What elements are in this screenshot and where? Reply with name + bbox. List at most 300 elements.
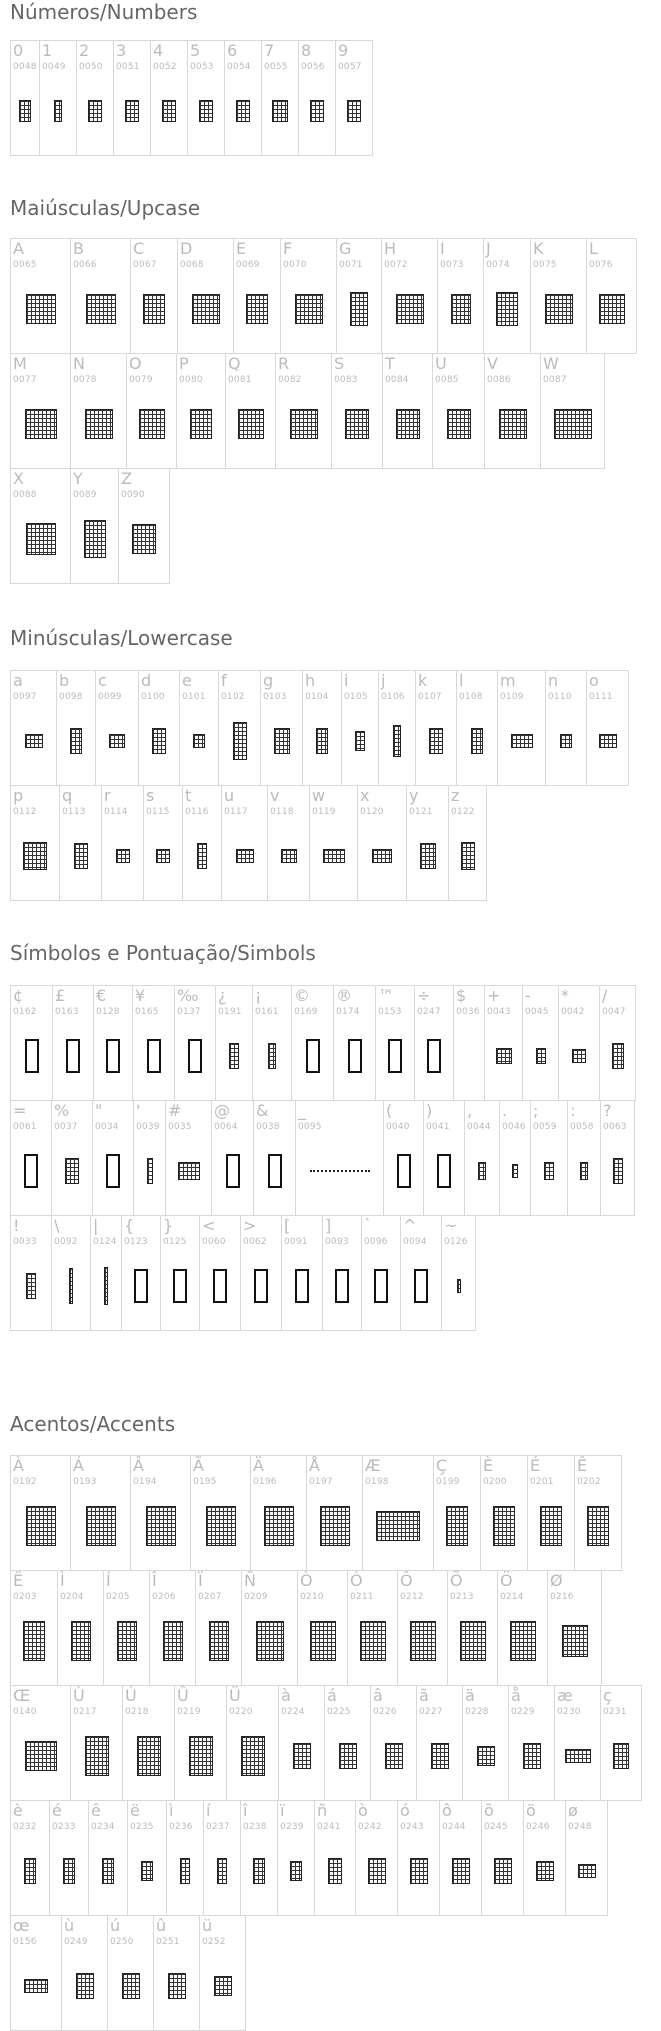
glyph-pixel-grid: [510, 1621, 536, 1661]
glyph-pixel-grid: [88, 100, 102, 122]
glyph-cell: [199, 1215, 241, 1331]
glyph-pixel-grid: [137, 1736, 161, 1776]
glyph-code-label: 0040: [386, 1122, 410, 1132]
glyph-character-label: I: [440, 239, 445, 258]
glyph-pixel-grid: [355, 731, 365, 751]
glyph-character-label: $: [456, 986, 467, 1005]
glyph-code-label: 0067: [133, 260, 157, 270]
missing-glyph-box: [437, 1154, 451, 1188]
glyph-cell: [341, 670, 379, 786]
glyph-character-label: ¥: [135, 986, 146, 1005]
glyph-character-label: q: [62, 786, 73, 805]
glyph-pixel-grid: [125, 100, 139, 122]
glyph-cell: [10, 1685, 71, 1801]
glyph-pixel-grid: [320, 1506, 350, 1546]
glyph-character-label: /: [602, 986, 608, 1005]
glyph-cell: [70, 353, 127, 469]
glyph-code-label: 0207: [198, 1592, 222, 1602]
glyph-character-label: ú: [110, 1916, 121, 1935]
glyph-pixel-grid: [268, 1043, 276, 1069]
glyph-pixel-grid: [420, 843, 436, 869]
glyph-cell: [260, 670, 303, 786]
glyph-pixel-grid: [23, 1621, 45, 1661]
glyph-code-label: 0125: [163, 1237, 187, 1247]
glyph-code-label: 0057: [338, 62, 362, 72]
glyph-code-label: 0194: [133, 1477, 157, 1487]
glyph-character-label: U: [435, 354, 447, 373]
glyph-pixel-grid: [447, 409, 471, 439]
glyph-code-label: 0045: [525, 1007, 549, 1017]
glyph-character-label: ]: [325, 1216, 332, 1235]
glyph-code-label: 0198: [365, 1477, 389, 1487]
glyph-cell: [10, 40, 40, 156]
glyph-cell: [406, 785, 449, 901]
glyph-pixel-grid: [163, 1621, 183, 1661]
glyph-code-label: 0235: [130, 1822, 154, 1832]
glyph-character-label: Ã: [193, 1456, 204, 1475]
glyph-character-label: Î: [152, 1571, 157, 1590]
glyph-code-label: 0202: [577, 1477, 601, 1487]
glyph-code-label: 0193: [73, 1477, 97, 1487]
glyph-character-label: Ë: [13, 1571, 24, 1590]
glyph-code-label: 0097: [13, 692, 37, 702]
glyph-pixel-grid: [460, 1621, 486, 1661]
glyph-character-label: d: [141, 671, 152, 690]
glyph-pixel-grid: [451, 294, 471, 324]
glyph-pixel-grid: [241, 1736, 265, 1776]
glyph-pixel-grid: [396, 409, 420, 439]
glyph-pixel-grid: [511, 734, 533, 748]
glyph-grid-upcase: [10, 238, 650, 583]
glyph-cell: [49, 1800, 89, 1916]
glyph-cell: [122, 1685, 175, 1801]
glyph-pixel-grid: [214, 1976, 232, 1996]
glyph-character-label: Ñ: [244, 1571, 256, 1590]
glyph-code-label: 0095: [298, 1122, 322, 1132]
glyph-character-label: s: [146, 786, 155, 805]
glyph-code-label: 0059: [533, 1122, 557, 1132]
glyph-character-label: o: [589, 671, 599, 690]
glyph-pixel-grid: [147, 1158, 153, 1184]
glyph-character-label: ô: [442, 1801, 452, 1820]
glyph-cell: [335, 40, 373, 156]
glyph-code-label: 0114: [104, 807, 128, 817]
glyph-character-label: N: [73, 354, 85, 373]
glyph-character-label: û: [156, 1916, 167, 1935]
glyph-character-label: ~: [444, 1216, 458, 1235]
glyph-cell: [439, 1800, 482, 1916]
glyph-code-label: 0093: [325, 1237, 349, 1247]
glyph-pixel-grid: [536, 1861, 554, 1881]
glyph-code-label: 0068: [180, 260, 204, 270]
glyph-character-label: Ù: [73, 1686, 85, 1705]
glyph-character-label: æ: [557, 1686, 573, 1705]
glyph-cell: [397, 1800, 440, 1916]
glyph-character-label: C: [133, 239, 145, 258]
glyph-code-label: 0119: [312, 807, 336, 817]
glyph-code-label: 0080: [179, 375, 203, 385]
glyph-character-label: Æ: [365, 1456, 381, 1475]
glyph-pixel-grid: [554, 409, 592, 439]
glyph-code-label: 0036: [456, 1007, 480, 1017]
glyph-pixel-grid: [477, 1746, 495, 1766]
glyph-character-label: z: [451, 786, 460, 805]
glyph-code-label: 0081: [228, 375, 252, 385]
glyph-cell: [199, 1915, 246, 2031]
glyph-code-label: 0217: [73, 1707, 97, 1717]
missing-glyph-box: [414, 1269, 428, 1303]
glyph-code-label: 0105: [344, 692, 368, 702]
glyph-character-label: ^: [403, 1216, 417, 1235]
glyph-cell: [127, 1800, 167, 1916]
glyph-cell: [355, 1800, 398, 1916]
glyph-code-label: 0234: [91, 1822, 115, 1832]
glyph-cell: [508, 1685, 555, 1801]
glyph-character-label: {: [124, 1216, 135, 1235]
glyph-pixel-grid: [146, 1506, 176, 1546]
glyph-character-label: V: [487, 354, 498, 373]
glyph-pixel-grid: [85, 1736, 109, 1776]
glyph-character-label: à: [281, 1686, 291, 1705]
glyph-cell: [441, 1215, 476, 1331]
glyph-cell: [357, 785, 407, 901]
glyph-pixel-grid: [162, 100, 176, 122]
glyph-character-label: &: [256, 1101, 269, 1120]
glyph-code-label: 0140: [13, 1707, 37, 1717]
glyph-cell: [567, 1100, 601, 1216]
glyph-code-label: 0122: [451, 807, 475, 817]
glyph-code-label: 0038: [256, 1122, 280, 1132]
glyph-pixel-grid: [536, 1048, 546, 1064]
glyph-cell: [107, 1915, 154, 2031]
glyph-cell: [92, 1100, 134, 1216]
glyph-code-label: 0055: [264, 62, 288, 72]
glyph-code-label: 0218: [125, 1707, 149, 1717]
glyph-pixel-grid: [65, 1158, 79, 1184]
glyph-code-label: 0204: [60, 1592, 84, 1602]
glyph-cell: [130, 1455, 191, 1571]
glyph-character-label: !: [13, 1216, 20, 1235]
glyph-character-label: Ö: [500, 1571, 513, 1590]
glyph-pixel-grid: [25, 409, 57, 439]
glyph-code-label: 0050: [79, 62, 103, 72]
glyph-code-label: 0213: [450, 1592, 474, 1602]
glyph-character-label: G: [339, 239, 352, 258]
section-title-numbers: Números/Numbers: [10, 0, 198, 24]
missing-glyph-box: [106, 1154, 120, 1188]
glyph-code-label: 0237: [206, 1822, 230, 1832]
glyph-character-label: [: [284, 1216, 291, 1235]
glyph-pixel-grid: [74, 843, 88, 869]
glyph-cell: [138, 670, 180, 786]
glyph-character-label: é: [52, 1801, 62, 1820]
glyph-code-label: 0231: [603, 1707, 627, 1717]
glyph-pixel-grid: [290, 409, 318, 439]
glyph-pixel-grid: [86, 1506, 116, 1546]
glyph-character-label: ¿: [218, 986, 227, 1005]
glyph-code-label: 0083: [334, 375, 358, 385]
glyph-code-label: 0086: [487, 375, 511, 385]
glyph-grid-accents: [10, 1455, 650, 2030]
glyph-cell: [118, 468, 170, 584]
glyph-grid-symbols: [10, 985, 650, 1330]
glyph-code-label: 0233: [52, 1822, 76, 1832]
glyph-character-label: g: [263, 671, 274, 690]
glyph-pixel-grid: [25, 734, 43, 748]
glyph-character-label: ò: [358, 1801, 368, 1820]
glyph-cell: [10, 1570, 58, 1686]
glyph-code-label: 0225: [327, 1707, 351, 1717]
glyph-pixel-grid: [512, 1164, 518, 1178]
glyph-pixel-grid: [26, 523, 56, 555]
glyph-cell: [10, 985, 53, 1101]
glyph-pixel-grid: [295, 294, 323, 324]
glyph-cell: [361, 1215, 401, 1331]
glyph-code-label: 0073: [440, 260, 464, 270]
glyph-cell: [565, 1800, 608, 1916]
glyph-cell: [57, 1570, 104, 1686]
glyph-pixel-grid: [372, 849, 392, 863]
glyph-code-label: 0112: [13, 807, 37, 817]
glyph-pixel-grid: [152, 728, 166, 754]
glyph-code-label: 0058: [570, 1122, 594, 1132]
glyph-pixel-grid: [24, 1979, 48, 1993]
glyph-pixel-grid: [233, 722, 247, 760]
glyph-pixel-grid: [70, 728, 82, 754]
glyph-cell: [499, 1100, 531, 1216]
glyph-character-label: *: [561, 986, 569, 1005]
glyph-code-label: 0191: [218, 1007, 242, 1017]
glyph-character-label: O: [129, 354, 142, 373]
glyph-pixel-grid: [612, 1043, 624, 1069]
glyph-cell: [224, 40, 262, 156]
glyph-character-label: p: [13, 786, 24, 805]
glyph-pixel-grid: [562, 1625, 588, 1657]
glyph-character-label: }: [163, 1216, 174, 1235]
glyph-cell: [101, 785, 144, 901]
glyph-character-label: 2: [79, 41, 90, 60]
glyph-cell: [586, 238, 637, 354]
glyph-code-label: 0072: [384, 260, 408, 270]
glyph-code-label: 0115: [146, 807, 170, 817]
glyph-cell: [295, 1100, 384, 1216]
glyph-cell: [481, 1800, 524, 1916]
glyph-code-label: 0074: [486, 260, 510, 270]
glyph-cell: [195, 1570, 242, 1686]
glyph-pixel-grid: [26, 294, 56, 324]
glyph-character-label: Á: [73, 1456, 84, 1475]
missing-glyph-box: [348, 1039, 362, 1073]
glyph-character-label: Û: [177, 1686, 189, 1705]
glyph-code-label: 0153: [378, 1007, 402, 1017]
glyph-pixel-grid: [496, 292, 518, 326]
glyph-code-label: 0108: [459, 692, 483, 702]
glyph-pixel-grid: [197, 843, 207, 869]
glyph-pixel-grid: [217, 1858, 227, 1884]
glyph-code-label: 0241: [317, 1822, 341, 1832]
glyph-code-label: 0077: [13, 375, 37, 385]
glyph-code-label: 0049: [42, 62, 66, 72]
glyph-character-label: ì: [169, 1801, 174, 1820]
glyph-code-label: 0098: [59, 692, 83, 702]
glyph-character-label: `: [364, 1216, 372, 1235]
glyph-cell: [448, 785, 487, 901]
glyph-code-label: 0101: [182, 692, 206, 702]
glyph-code-label: 0200: [483, 1477, 507, 1487]
glyph-cell: [52, 985, 94, 1101]
glyph-character-label: í: [206, 1801, 211, 1820]
glyph-pixel-grid: [599, 734, 617, 748]
glyph-pixel-grid: [189, 1736, 213, 1776]
glyph-code-label: 0094: [403, 1237, 427, 1247]
glyph-pixel-grid: [310, 1621, 336, 1661]
glyph-character-label: ®: [336, 986, 352, 1005]
glyph-cell: [397, 1570, 448, 1686]
glyph-code-label: 0117: [224, 807, 248, 817]
glyph-cell: [522, 985, 559, 1101]
glyph-code-label: 0174: [336, 1007, 360, 1017]
glyph-pixel-grid: [63, 1858, 75, 1884]
glyph-character-label: È: [483, 1456, 494, 1475]
glyph-code-label: 0070: [283, 260, 307, 270]
glyph-cell: [574, 1455, 622, 1571]
glyph-cell: [400, 1215, 442, 1331]
glyph-pixel-grid: [141, 1861, 153, 1881]
glyph-character-label: ‰: [177, 986, 199, 1005]
glyph-cell: [277, 1800, 315, 1916]
glyph-code-label: 0033: [13, 1237, 37, 1247]
glyph-cell: [130, 238, 178, 354]
glyph-cell: [261, 40, 299, 156]
glyph-character-label: 4: [153, 41, 164, 60]
glyph-code-label: 0107: [418, 692, 442, 702]
glyph-cell: [416, 1685, 463, 1801]
glyph-code-label: 0079: [129, 375, 153, 385]
glyph-character-label: k: [418, 671, 428, 690]
glyph-pixel-grid: [290, 1861, 302, 1881]
glyph-pixel-grid: [446, 1506, 468, 1546]
glyph-cell: [362, 1455, 434, 1571]
glyph-cell: [10, 670, 57, 786]
glyph-character-label: \: [54, 1216, 60, 1235]
glyph-code-label: 0196: [253, 1477, 277, 1487]
glyph-pixel-grid: [599, 294, 625, 324]
glyph-code-label: 0137: [177, 1007, 201, 1017]
glyph-character-label: 3: [116, 41, 127, 60]
glyph-code-label: 0066: [73, 260, 97, 270]
glyph-code-label: 0232: [13, 1822, 37, 1832]
glyph-code-label: 0238: [243, 1822, 267, 1832]
glyph-code-label: 0239: [280, 1822, 304, 1832]
glyph-character-label: T: [385, 354, 395, 373]
glyph-character-label: Å: [309, 1456, 320, 1475]
glyph-character-label: Í: [106, 1571, 111, 1590]
glyph-character-label: ö: [526, 1801, 536, 1820]
glyph-pixel-grid: [238, 409, 264, 439]
glyph-pixel-grid: [85, 409, 113, 439]
glyph-pixel-grid: [209, 1621, 229, 1661]
glyph-code-label: 0121: [409, 807, 433, 817]
glyph-code-label: 0243: [400, 1822, 424, 1832]
glyph-cell: [90, 1215, 122, 1331]
glyph-character-label: X: [13, 469, 24, 488]
glyph-character-label: ê: [91, 1801, 101, 1820]
glyph-pixel-grid: [410, 1621, 436, 1661]
glyph-cell: [160, 1215, 200, 1331]
glyph-pixel-grid: [544, 1162, 554, 1180]
glyph-cell: [275, 353, 332, 469]
glyph-cell: [527, 1455, 575, 1571]
glyph-code-label: 0224: [281, 1707, 305, 1717]
glyph-pixel-grid: [429, 728, 443, 754]
glyph-pixel-grid: [350, 292, 368, 326]
missing-glyph-box: [268, 1154, 282, 1188]
glyph-code-label: 0062: [243, 1237, 267, 1247]
glyph-cell: [497, 670, 546, 786]
glyph-pixel-grid: [109, 734, 125, 748]
glyph-code-label: 0162: [13, 1007, 37, 1017]
glyph-code-label: 0216: [550, 1592, 574, 1602]
glyph-cell: [103, 1570, 150, 1686]
glyph-code-label: 0242: [358, 1822, 382, 1832]
glyph-character-label: â: [373, 1686, 383, 1705]
glyph-pixel-grid: [192, 294, 220, 324]
section-title-upcase: Maiúsculas/Upcase: [10, 196, 201, 220]
glyph-code-label: 0035: [168, 1122, 192, 1132]
glyph-pixel-grid: [143, 294, 165, 324]
glyph-code-label: 0082: [278, 375, 302, 385]
glyph-pixel-grid: [190, 409, 212, 439]
missing-glyph-box: [134, 1269, 148, 1303]
glyph-character-label: Ø: [550, 1571, 563, 1590]
glyph-code-label: 0118: [270, 807, 294, 817]
glyph-cell: [56, 670, 96, 786]
glyph-character-label: Z: [121, 469, 132, 488]
glyph-pixel-grid: [345, 409, 369, 439]
glyph-cell: [150, 40, 188, 156]
glyph-cell: [70, 1685, 123, 1801]
glyph-cell: [221, 785, 268, 901]
glyph-code-label: 0116: [185, 807, 209, 817]
glyph-cell: [166, 1800, 204, 1916]
glyph-code-label: 0053: [190, 62, 214, 72]
glyph-cell: [437, 238, 484, 354]
glyph-pixel-grid: [272, 100, 288, 122]
glyph-cell: [309, 785, 358, 901]
missing-glyph-box: [374, 1269, 388, 1303]
missing-glyph-box: [106, 1039, 120, 1073]
glyph-code-label: 0034: [95, 1122, 119, 1132]
glyph-code-label: 0090: [121, 490, 145, 500]
glyph-cell: [540, 353, 605, 469]
glyph-cell: [453, 985, 485, 1101]
glyph-cell: [447, 1570, 498, 1686]
glyph-cell: [10, 1800, 50, 1916]
glyph-pixel-grid: [26, 1273, 36, 1299]
glyph-cell: [174, 1685, 227, 1801]
glyph-character-label: ;: [533, 1101, 539, 1120]
glyph-cell: [480, 1455, 528, 1571]
glyph-pixel-grid: [274, 728, 290, 754]
missing-glyph-box: [388, 1039, 402, 1073]
glyph-cell: [187, 40, 225, 156]
glyph-pixel-grid: [102, 1858, 114, 1884]
glyph-code-label: 0248: [568, 1822, 592, 1832]
glyph-character-label: Ó: [350, 1571, 363, 1590]
glyph-code-label: 0199: [436, 1477, 460, 1487]
glyph-character-label: c: [98, 671, 107, 690]
glyph-character-label: ?: [603, 1101, 612, 1120]
